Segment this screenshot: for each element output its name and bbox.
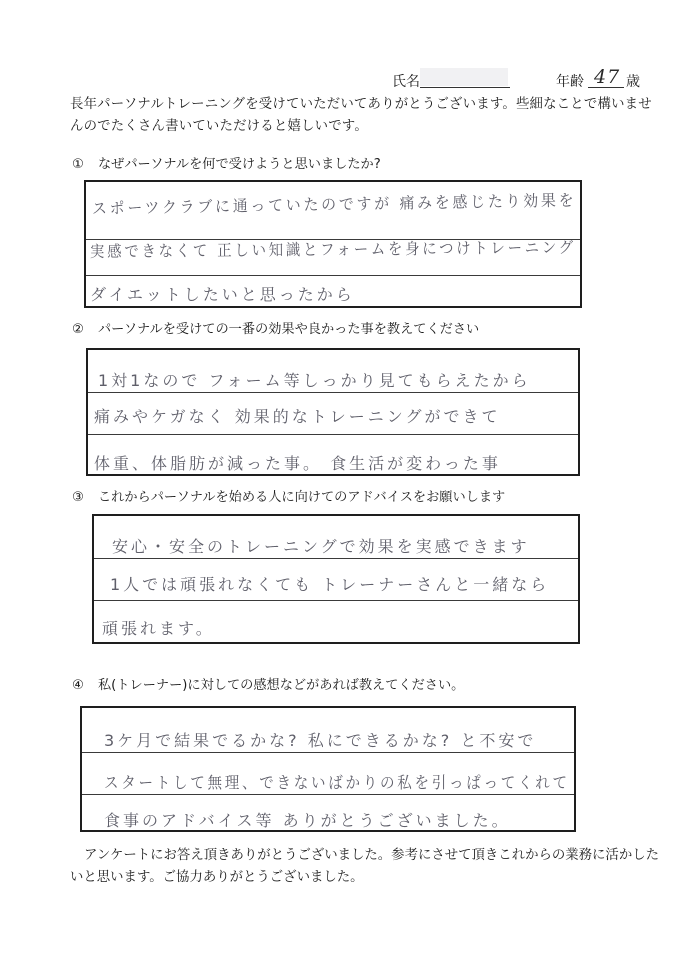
name-underline [420,87,510,88]
question-text: これからパーソナルを始める人に向けてのアドバイスをお願いします [98,490,506,505]
question-2 [72,318,479,337]
age-label: 年齢 [556,74,584,90]
answer-line: 1対1なので フォーム等しっかり見てもらえたから [98,371,531,390]
answer-box-1 [84,180,582,308]
answer-line: 3ケ月で結果でるかな? 私にできるかな? と不安で [104,731,537,750]
answer-box-2 [86,348,580,476]
question-3 [72,486,505,505]
answer-rule [82,794,574,795]
answer-line: スタートして無理、できないばかりの私を引っぱってくれて [104,773,570,792]
answer-line: 1人では頑張れなくても トレーナーさんと一緒なら [110,575,550,594]
name-label: 氏名 [392,74,420,90]
age-underline [588,87,624,88]
answer-line: 食事のアドバイス等 ありがとうございました。 [104,811,511,830]
answer-rule [94,600,578,601]
answer-rule [86,275,580,276]
answer-line: スポーツクラブに通っていたのですが 痛みを感じたり効果を [91,190,577,218]
answer-line: ダイエットしたいと思ったから [90,285,355,304]
question-number: ④ [72,678,84,693]
answer-line: 実感できなくて 正しい知識とフォームを身につけトレーニング [89,237,576,261]
answer-rule [88,392,578,393]
question-text: なぜパーソナルを何で受けようと思いましたか? [98,157,381,172]
intro-text: 長年パーソナルトレーニングを受けていただいてありがとうございます。些細なことで構いませんのでたくさん書いていただけると嬉しいです。 [70,97,652,134]
question-text: 私(トレーナー)に対しての感想などがあれば教えてください。 [98,678,465,693]
answer-rule [82,752,574,753]
answer-box-3 [92,514,580,644]
answer-rule [94,558,578,559]
answer-box-4 [80,706,576,832]
answer-line: 体重、体脂肪が減った事。 食生活が変わった事 [94,454,501,473]
age-suffix: 歳 [626,74,640,90]
question-number: ② [72,322,84,337]
age-value: 47 [594,66,621,88]
answer-rule [88,434,578,435]
name-redaction [420,68,508,86]
question-text: パーソナルを受けての一番の効果や良かった事を教えてください [98,322,480,337]
question-number: ① [72,157,84,172]
answer-line: 安心・安全のトレーニングで効果を実感できます [112,537,530,556]
question-number: ③ [72,490,84,505]
question-4 [72,674,464,693]
answer-line: 頑張れます。 [102,619,215,638]
answer-line: 痛みやケガなく 効果的なトレーニングができて [94,407,501,426]
closing-text: アンケートにお答え頂きありがとうございました。参考にさせて頂きこれからの業務に活かしたいと思います。ご協力ありがとうございました。 [70,848,659,885]
question-1 [72,153,381,172]
